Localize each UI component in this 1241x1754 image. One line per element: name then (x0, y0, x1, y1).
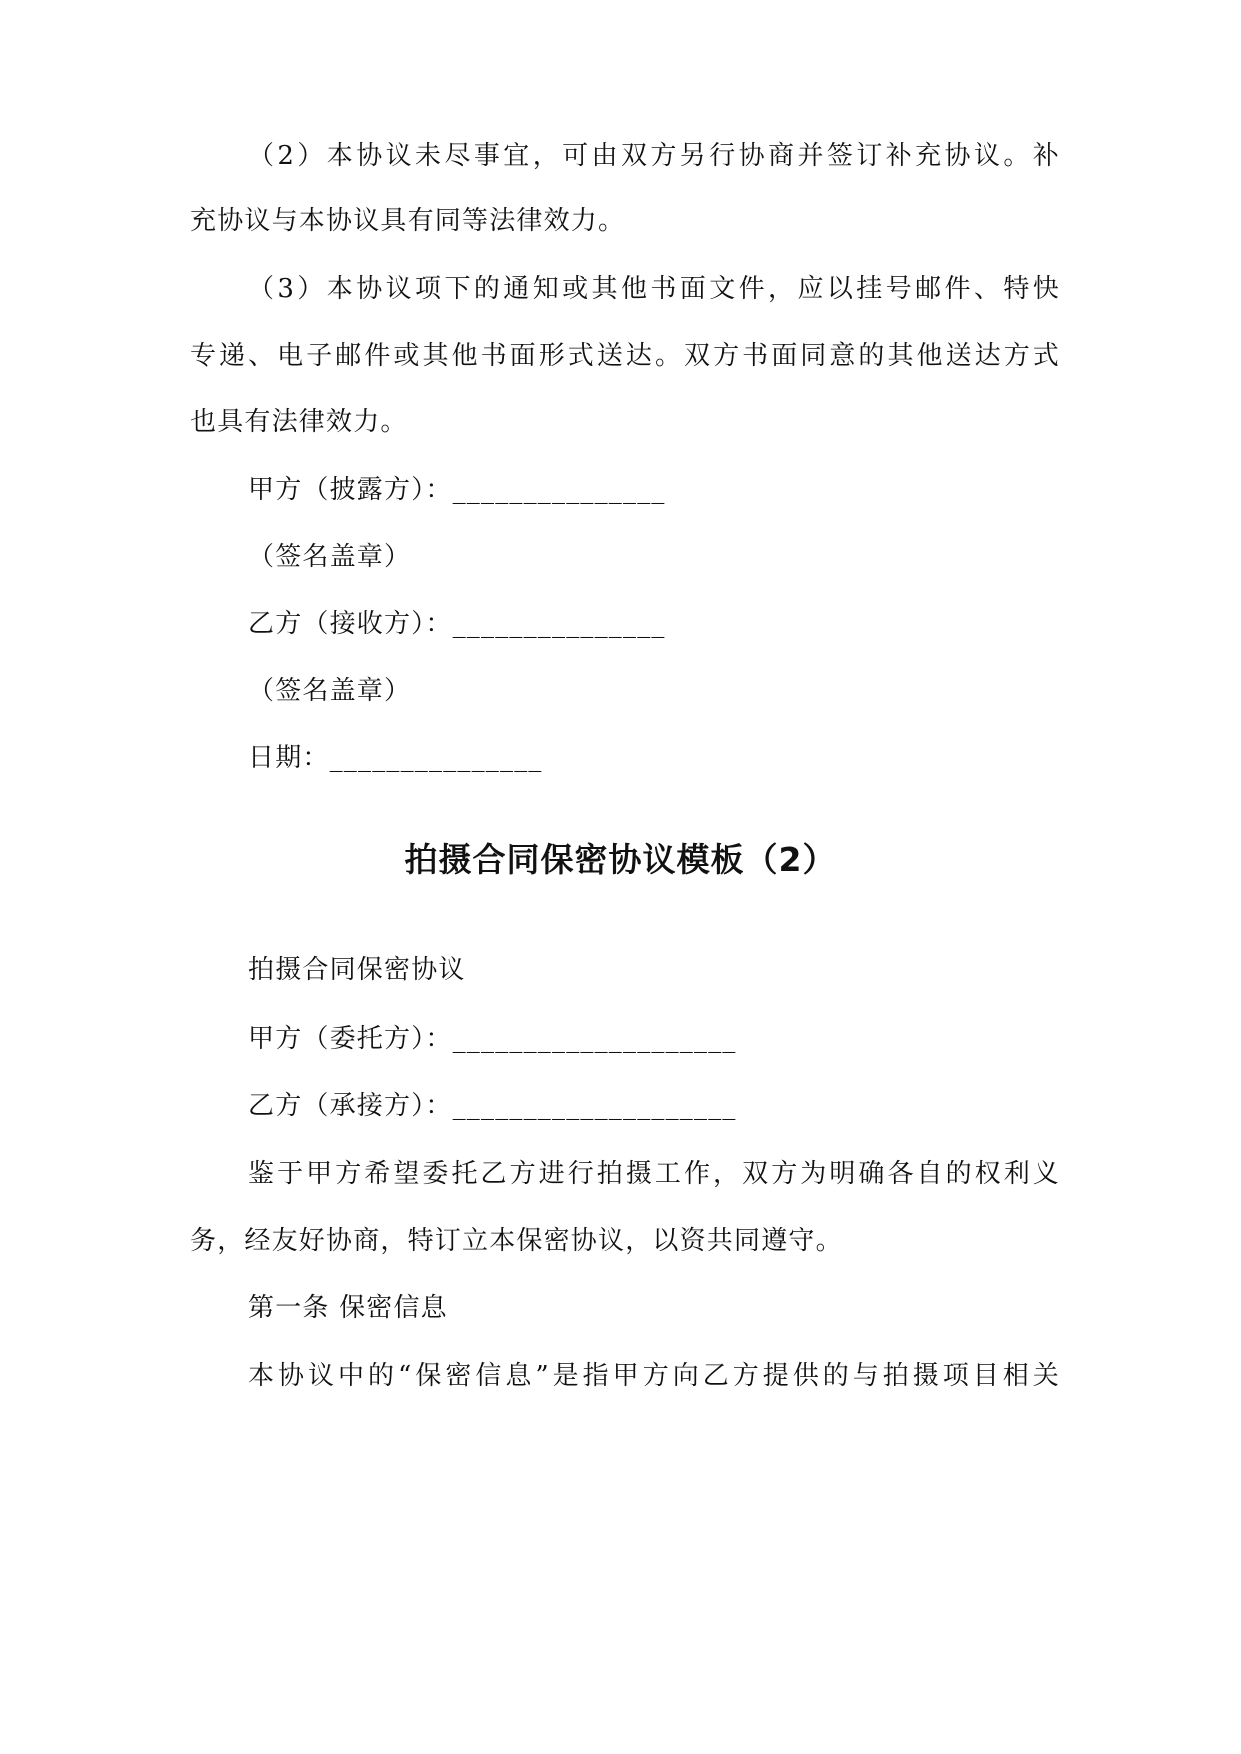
date-line: 日期：_______________ (248, 743, 543, 773)
article-1-heading: 第一条 保密信息 (248, 1293, 448, 1323)
party-a-seal-note: （签名盖章） (248, 542, 412, 572)
agreement-name: 拍摄合同保密协议 (248, 955, 466, 985)
clause-2-line-2: 充协议与本协议具有同等法律效力。 (190, 206, 626, 236)
section-title: 拍摄合同保密协议模板（2） (404, 840, 837, 879)
party-b-seal-note: （签名盖章） (248, 676, 412, 706)
clause-3-line-2: 专递、电子邮件或其他书面形式送达。双方书面同意的其他送达方式 (190, 341, 1060, 371)
party-b-signature-line: 乙方（接收方）：_______________ (248, 609, 666, 639)
preamble-line-1: 鉴于甲方希望委托乙方进行拍摄工作，双方为明确各自的权利义 (248, 1159, 1060, 1189)
preamble-line-2: 务，经友好协商，特订立本保密协议，以资共同遵守。 (190, 1226, 843, 1256)
party-a-client-line: 甲方（委托方）：____________________ (248, 1024, 737, 1054)
clause-3-line-3: 也具有法律效力。 (190, 407, 408, 437)
clause-2-line-1: （2）本协议未尽事宜，可由双方另行协商并签订补充协议。补 (248, 141, 1060, 171)
party-a-signature-line: 甲方（披露方）：_______________ (248, 475, 666, 505)
article-1-body-line-1: 本协议中的“保密信息”是指甲方向乙方提供的与拍摄项目相关 (248, 1361, 1060, 1391)
party-b-contractor-line: 乙方（承接方）：____________________ (248, 1091, 737, 1121)
clause-3-line-1: （3）本协议项下的通知或其他书面文件，应以挂号邮件、特快 (248, 274, 1060, 304)
